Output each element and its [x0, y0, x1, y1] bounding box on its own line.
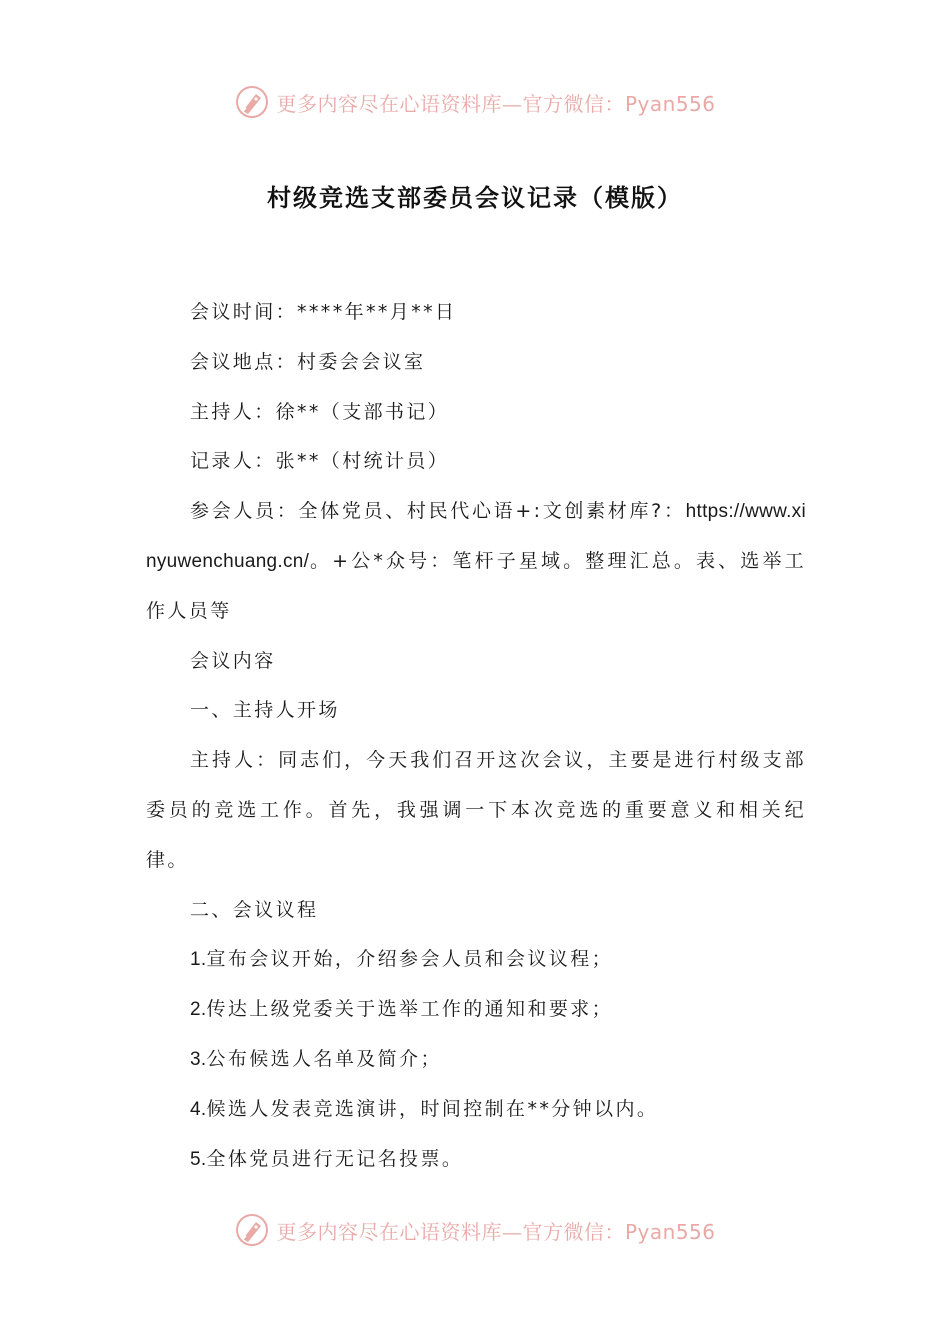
pen-nib-icon [234, 84, 270, 120]
section1-text: 主持人：同志们，今天我们召开这次会议，主要是进行村级支部委员的竞选工作。首先，我强调一下本次竞选的重要意义和相关纪律。 [146, 749, 806, 871]
banner-text [276, 1216, 715, 1245]
meeting-host: 主持人：徐**（支部书记） [190, 400, 450, 423]
banner-slogan: 更多内容尽在心语资料库—官方微信： [276, 1219, 625, 1244]
banner-wechat-id: Pyan556 [624, 91, 716, 116]
attendees-url-part-1: https://www [685, 501, 787, 523]
agenda-item [146, 1035, 806, 1085]
agenda-item-text: 候选人发表竞选演讲，时间控制在**分钟以内。 [206, 1097, 659, 1120]
agenda-item [146, 1135, 806, 1185]
section2-heading: 二、会议议程 [190, 898, 319, 921]
agenda-item-number: 3. [190, 1048, 207, 1070]
agenda-item-text: 公布候选人名单及简介； [206, 1047, 442, 1070]
content-heading: 会议内容 [190, 649, 276, 672]
banner-wechat-id: Pyan556 [624, 1219, 716, 1244]
meeting-time: 会议时间：****年**月**日 [190, 301, 457, 323]
agenda-item-number: 5. [190, 1148, 207, 1170]
attendees-suffix: 。+公*众号：笔杆子星域。整理汇总。表、选举工作人员等 [146, 549, 806, 622]
agenda-item [146, 935, 806, 985]
attendees-prefix: 参会人员：全体党员、村民代心语+:文创素材库?： [190, 500, 686, 523]
footer-banner [0, 1208, 950, 1252]
banner-text [276, 88, 715, 117]
section1-heading: 一、主持人开场 [190, 699, 340, 722]
agenda-item [146, 985, 806, 1035]
meeting-attendees [146, 487, 806, 636]
document-body [146, 288, 806, 1184]
agenda-item-number: 4. [190, 1098, 207, 1120]
banner-slogan: 更多内容尽在心语资料库—官方微信： [276, 91, 625, 116]
meeting-place: 会议地点：村委会会议室 [190, 350, 426, 373]
pen-nib-icon [234, 1212, 270, 1248]
agenda-item-number: 1. [190, 949, 207, 971]
meeting-recorder: 记录人：张**（村统计员） [190, 450, 450, 473]
document-title: 村级竞选支部委员会议记录（模版） [267, 183, 683, 212]
banner-inner [234, 84, 715, 120]
banner-inner [234, 1212, 715, 1248]
agenda-item-text: 传达上级党委关于选举工作的通知和要求； [206, 998, 614, 1021]
header-banner [0, 80, 950, 124]
attendees-url-part-2: .xinyuwenchuang.cn/ [146, 501, 806, 572]
agenda-item-number: 2. [190, 999, 207, 1021]
agenda-item-text: 全体党员进行无记名投票。 [206, 1147, 464, 1170]
agenda-item [146, 1085, 806, 1135]
agenda-item-text: 宣布会议开始，介绍参会人员和会议议程； [206, 948, 614, 971]
